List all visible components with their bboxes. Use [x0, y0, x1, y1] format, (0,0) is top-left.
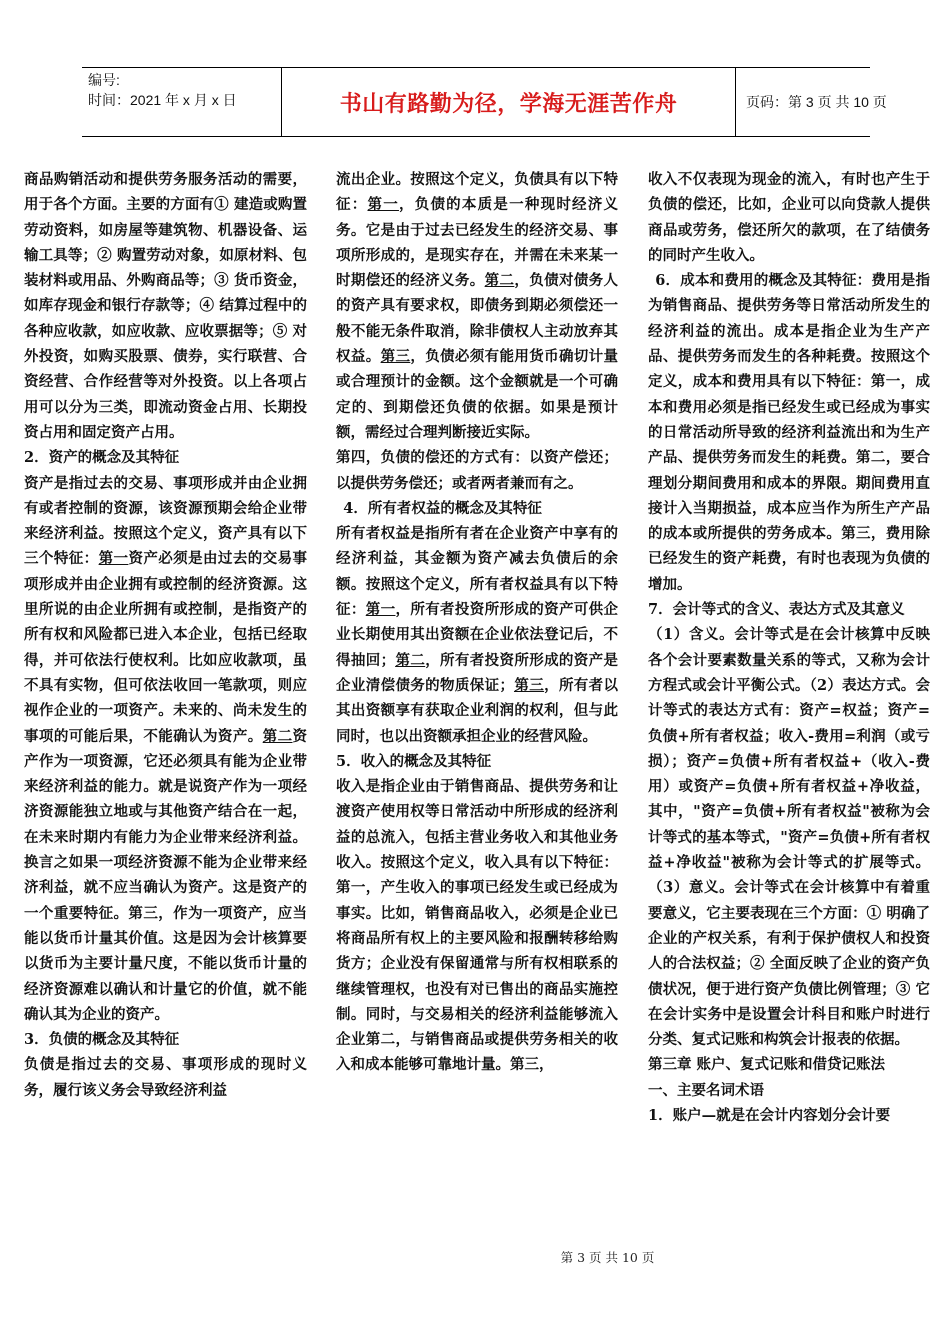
paragraph: 1．账户—就是在会计内容划分会计要 — [648, 1106, 891, 1124]
header-page-cell — [736, 68, 887, 136]
section-heading: 3．负债的概念及其特征 — [24, 1031, 180, 1049]
section-heading: 4．所有者权益的概念及其特征 — [343, 499, 542, 517]
underlined-term: 第一 — [365, 601, 396, 619]
page-header — [82, 67, 887, 137]
section-heading: 5．收入的概念及其特征 — [336, 752, 492, 770]
chapter-heading: 第三章 账户、复式记账和借贷记账法 — [648, 1056, 886, 1074]
paragraph: 收入不仅表现为现金的流入，有时也产生于负债的偿还，比如，企业可以向贷款人提供商品或劳务，偿还所欠的款项，在了结债务的同时产生收入。 — [648, 171, 930, 264]
underlined-term: 第一 — [367, 196, 399, 214]
section-heading: 2．资产的概念及其特征 — [24, 449, 180, 467]
paragraph: 第四，负债的偿还的方式有：以资产偿还；以提供劳务偿还；或者两者兼而有之。 — [336, 449, 618, 492]
page-footer — [0, 1248, 950, 1266]
underlined-term: 第一 — [98, 550, 129, 568]
paragraph: 收入是指企业由于销售商品、提供劳务和让渡资产使用权等日常活动中所形成的经济利益的总流入，包括主营业务收入和其他业务收入。按照这个定义，收入具有以下特征：第一，产生收入的事项已经发生或已经成为事实。比如，销售商品收入，必须是企业已将商品所有权上的主要风险和报酬转移给购货方；企业没有保留通常与所有权相联系的继续管理权，也没有对已售出的商品实施控制。同时，与交易相关的经济利益能够流入企业第二，与销售商品或提供劳务相关的收入和成本能够可靠地计量。第三， — [336, 778, 618, 1074]
header-meta — [82, 68, 282, 136]
footer-page-number: 第 3 页 共 10 页 — [560, 1250, 655, 1265]
number-label: 编号: — [88, 72, 120, 88]
column-1 — [24, 167, 307, 1103]
underlined-term: 第三 — [380, 348, 411, 366]
underlined-term: 第二 — [395, 651, 426, 669]
paragraph: 流出企业。按照这个定义，负债具有以下特征：第一，负债的本质是一种现时经济义务。它是由于过去已经发生的经济交易、事项所形成的，是现实存在，并需在未来某一时期偿还的经济义务。第二，负债对债务人的资产具有要求权，即债务到期必须偿还一般不能无条件取消，除非债权人主动放弃其权益。第三，负债必须有能用货币确切计量或合理预计的金额。这个金额就是一个可确定的、到期偿还负债的依据。如果是预计额，需经过合理判断接近实际。 — [336, 171, 619, 441]
paragraph: 资产是指过去的交易、事项形成并由企业拥有或者控制的资源，该资源预期会给企业带来经济利益。按照这个定义，资产具有以下三个特征：第一资产必须是由过去的交易事项形成并由企业拥有或控制的经济资源。这里所说的由企业所拥有或控制，是指资产的所有权和风险都已进入本企业，包括已经取得，并可依法行使权利。比如应收款项，虽不具有实物，但可依法收回一笔款项，则应视作企业的一项资产。未来的、尚未发生的事项的可能后果，不能确认为资产。第二资产作为一项资源，它还必须具有能为企业带来经济利益的能力。就是说资产作为一项经济资源能独立地或与其他资产结合在一起，在未来时期内有能力为企业带来经济利益。换言之如果一项经济资源不能为企业带来经济利益，就不应当确认为资产。这是资产的一个重要特征。第三，作为一项资产，应当能以货币计量其价值。这是因为会计核算要以货币为主要计量尺度，不能以货币计量的经济资源难以确认和计量它的价值，就不能确认其为企业的资产。 — [24, 474, 308, 1023]
motto: 书山有路勤为径，学海无涯苦作舟 — [339, 91, 678, 117]
underlined-term: 第二 — [484, 272, 515, 290]
column-3 — [648, 167, 930, 1128]
paragraph: 所有者权益是指所有者在企业资产中享有的经济利益，其金额为资产减去负债后的余额。按照这个定义，所有者权益具有以下特征：第一，所有者投资所形成的资产可供企业长期使用其出资额在企业依法登记后，不得抽回；第二，所有者投资所形成的资产是企业清偿债务的物质保证；第三，所有者以其出资额享有获取企业利润的权利，但与此同时，也以出资额承担企业的经营风险。 — [336, 525, 619, 745]
column-2 — [336, 167, 618, 1078]
header-motto-cell — [282, 68, 736, 136]
paragraph: （1）含义。会计等式是在会计核算中反映各个会计要素数量关系的等式，又称为会计方程式或会计平衡公式。（2）表达方式。会计等式的表达方式有：资产=权益；资产=负债+所有者权益；收入-费用=利润（或亏损）；资产=负债+所有者权益+（收入-费用）或资产=负债+所有者权益+净收益，其中，"资产=负债+所有者权益"被称为会计等式的基本等式，"资产=负债+所有者权益+净收益"被称为会计等式的扩展等式。（3）意义。会计等式在会计核算中有着重要意义，它主要表现在三个方面：① 明确了企业的产权关系，有利于保护债权人和投资人的合法权益；② 全面反映了企业的资产负债状况，便于进行资产负债比例管理；③ 它在会计实务中是设置会计科目和账户时进行分类、复式记账和构筑会计报表的依据。 — [648, 626, 930, 1049]
page-label: 页码：第 3 页 共 10 页 — [746, 94, 887, 110]
paragraph: 商品购销活动和提供劳务服务活动的需要，用于各个方面。主要的方面有① 建造或购置劳动资料，如房屋等建筑物、机器设备、运输工具等；② 购置劳动对象，如原材料、包装材料或用品、外购商品等；③ 货币资金，如库存现金和银行存款等；④ 结算过程中的各种应收款，如应收款、应收票据等；⑤ 对外投资，如购买股票、债券，实行联营、合资经营、合作经营等对外投资。以上各项占用可以分为三类，即流动资金占用、长期投资占用和固定资产占用。 — [24, 171, 307, 441]
underlined-term: 第三 — [513, 676, 545, 694]
underlined-term: 第二 — [262, 727, 293, 745]
paragraph: 负债是指过去的交易、事项形成的现时义务，履行该义务会导致经济利益 — [24, 1056, 307, 1099]
subsection-heading: 一、主要名词术语 — [648, 1081, 764, 1099]
section-heading: 6．成本和费用的概念及其特征：费用是指为销售商品、提供劳务等日常活动所发生的经济利益的流出。成本是指企业为生产产品、提供劳务而发生的各种耗费。按照这个定义，成本和费用具有以下特征：第一，成本和费用必须是指已经发生或已经成为事实的日常活动所导致的经济利益流出和为生产产品、提供劳务而发生的耗费。第二，要合理划分期间费用和成本的界限。期间费用直接计入当期损益，成本应当作为所生产产品的成本或所提供的劳务成本。第三，费用除已经发生的资产耗费，有时也表现为负债的增加。 — [648, 272, 930, 593]
section-heading: 7．会计等式的含义、表达方式及其意义 — [648, 601, 905, 619]
time-label: 时间：2021 年 x 月 x 日 — [88, 92, 237, 108]
